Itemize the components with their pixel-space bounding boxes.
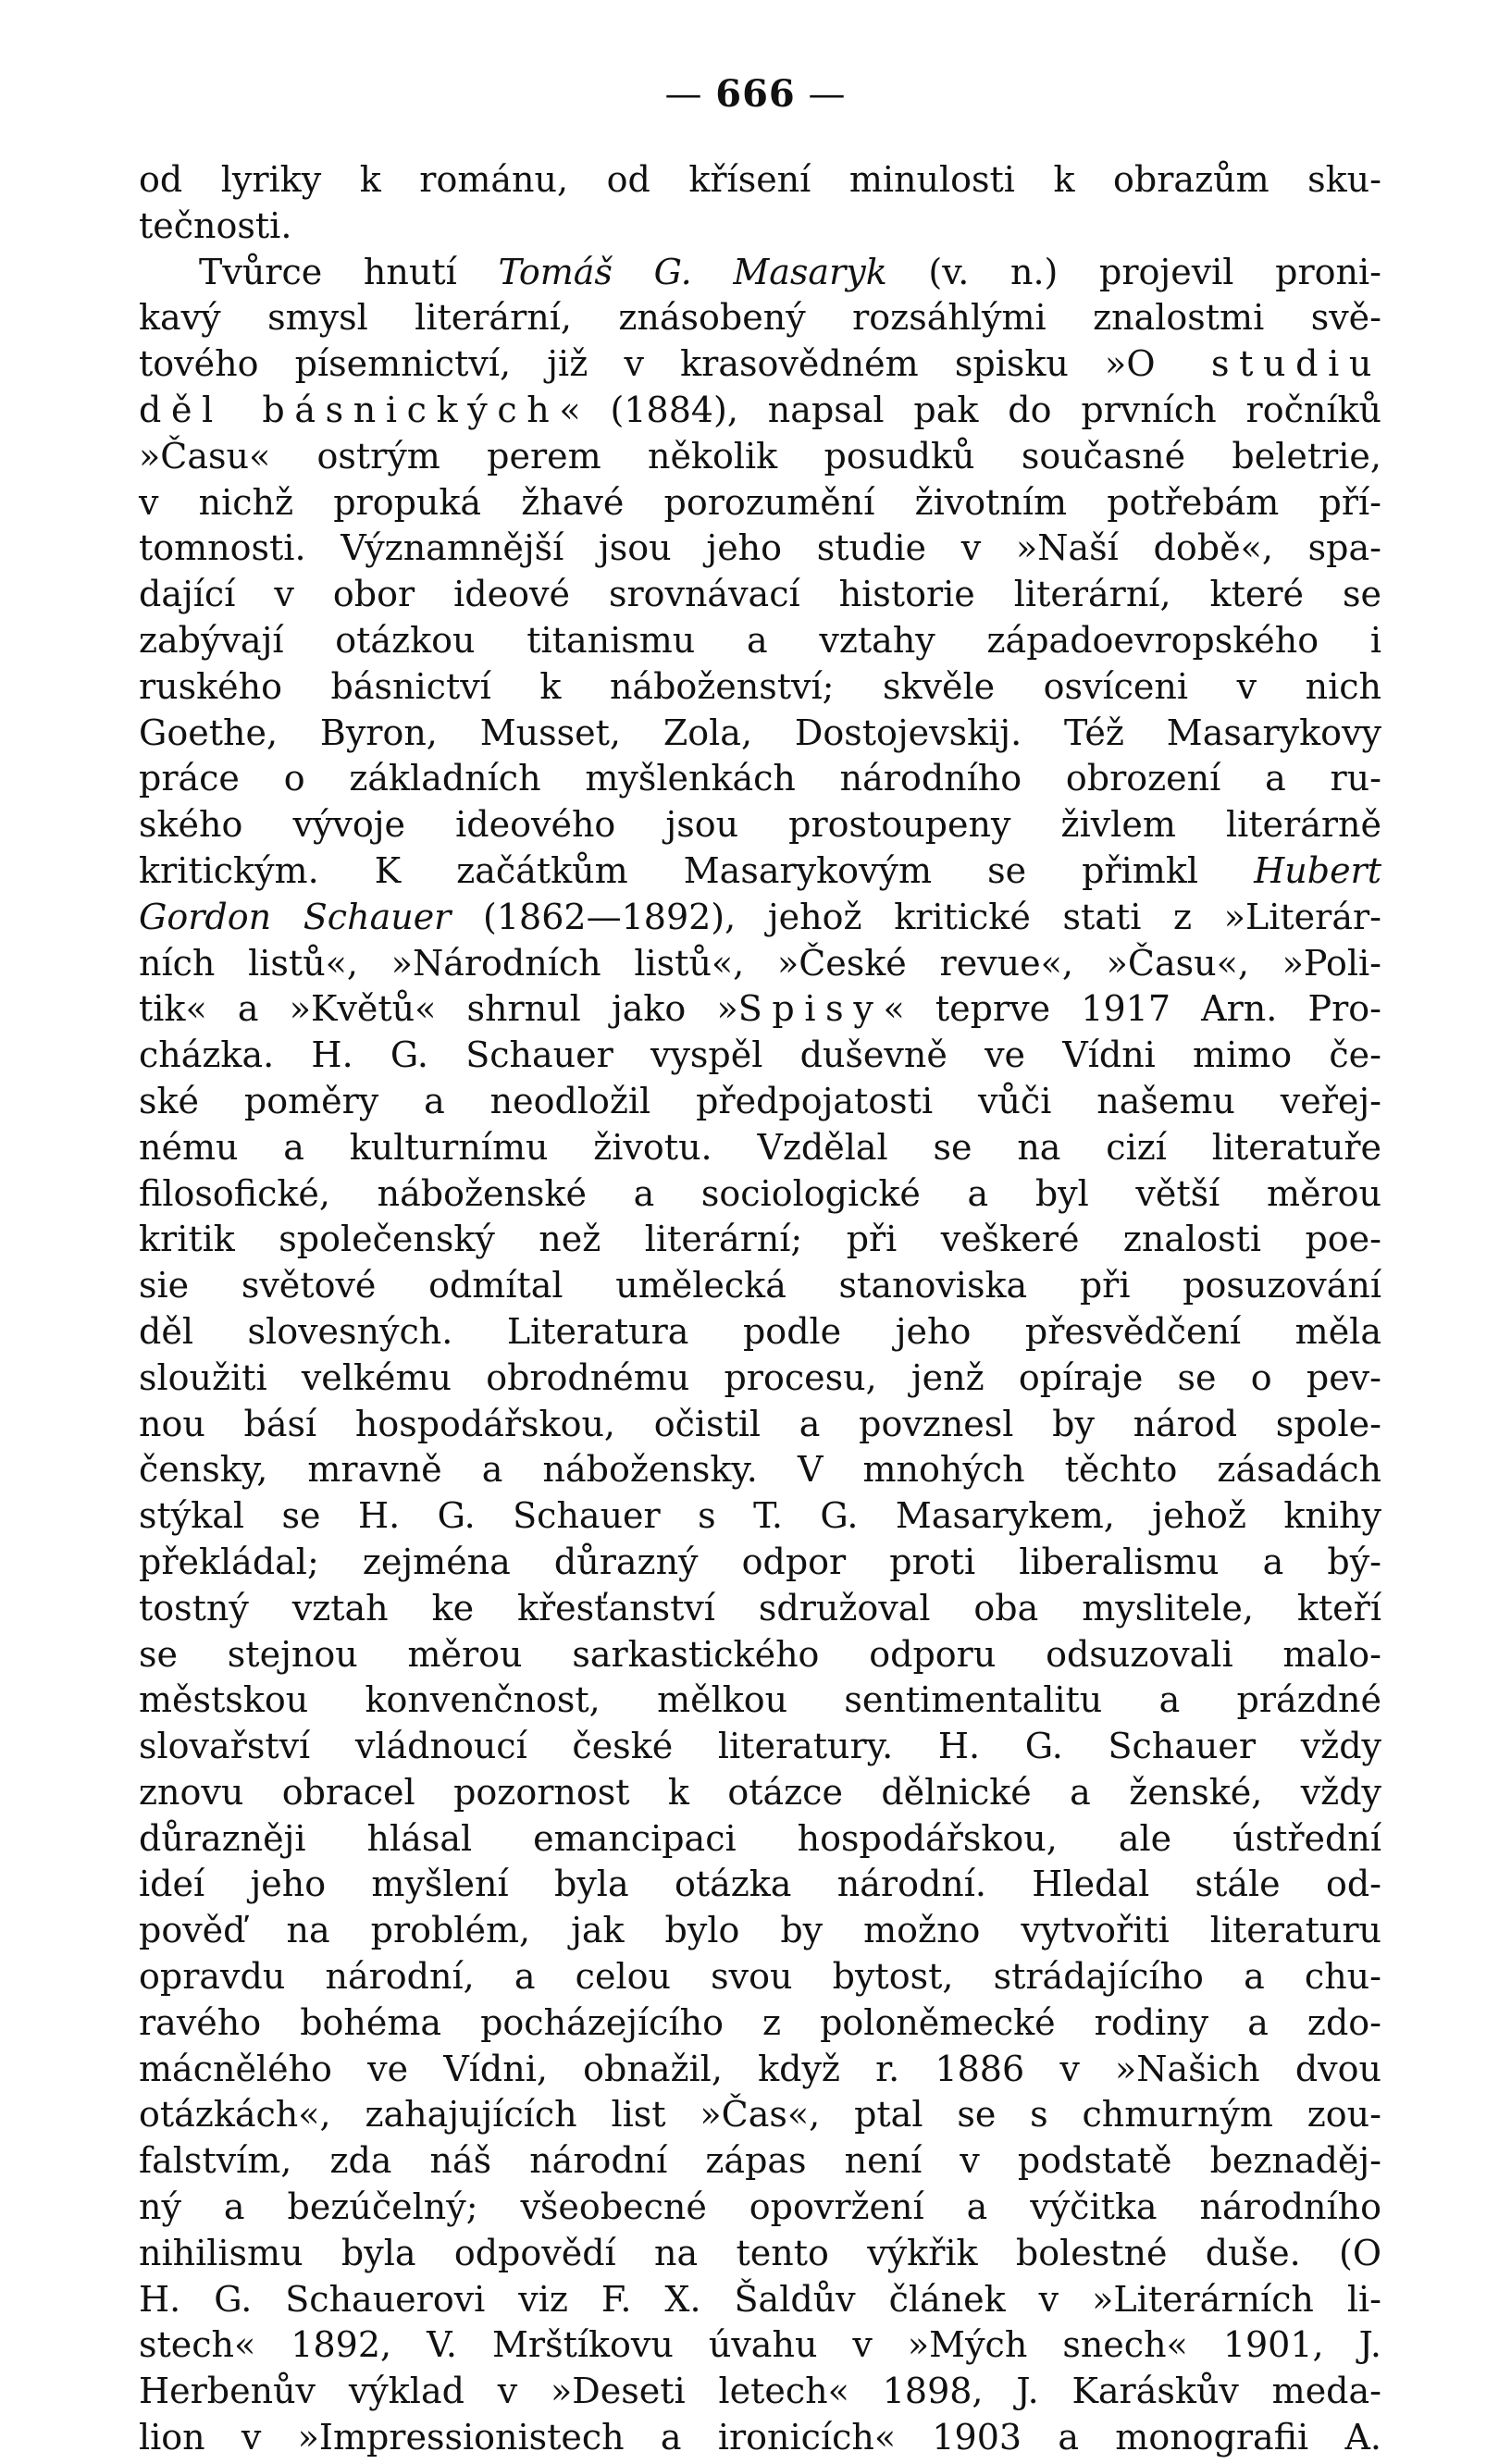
text-segment: (1862—1892), jehož kritické stati z »Literár- bbox=[451, 896, 1382, 937]
text-segment: důrazněji hlásal emancipaci hospodářskou, ale ústřední bbox=[139, 1817, 1381, 1859]
text-line bbox=[139, 572, 1381, 618]
text-line bbox=[139, 711, 1381, 757]
text-line bbox=[139, 1171, 1381, 1218]
text-line bbox=[139, 2369, 1381, 2415]
text-line bbox=[139, 618, 1381, 664]
text-segment: H. G. Schauerovi viz F. X. Šaldův článek v »Literárních li- bbox=[139, 2278, 1381, 2320]
text-segment: děl básnických bbox=[139, 389, 560, 430]
text-line bbox=[139, 434, 1381, 480]
text-segment: Hubert bbox=[1254, 849, 1381, 891]
text-segment: Gordon Schauer bbox=[139, 896, 452, 937]
text-line bbox=[139, 1678, 1381, 1724]
text-line bbox=[139, 895, 1381, 941]
text-line bbox=[139, 480, 1381, 526]
text-segment: »Času« ostrým perem několik posudků současné beletrie, bbox=[139, 435, 1381, 477]
text-segment: ideí jeho myšlení byla otázka národní. Hledal stále od- bbox=[139, 1863, 1381, 1905]
text-line bbox=[139, 1125, 1381, 1171]
text-segment: ravého bohéma pocházejícího z poloněmecké rodiny a zdo- bbox=[139, 2001, 1381, 2043]
text-segment: stech« 1892, V. Mrštíkovu úvahu v »Mých snech« 1901, J. bbox=[139, 2324, 1381, 2366]
text-segment: tomnosti. Významnější jsou jeho studie v »Naší době«, spa- bbox=[139, 527, 1381, 569]
page-number-value: 666 bbox=[715, 72, 796, 116]
text-segment: ruského básnictví k náboženství; skvěle osvíceni v nich bbox=[139, 665, 1381, 707]
text-line bbox=[139, 1217, 1381, 1263]
text-segment: slovařství vládnoucí české literatury. H. G. Schauer vždy bbox=[139, 1726, 1381, 1767]
text-segment: tečnosti. bbox=[139, 204, 292, 246]
text-segment: filosofické, náboženské a sociologické a byl větší měrou bbox=[139, 1172, 1381, 1214]
text-segment: se stejnou měrou sarkastického odporu odsuzovali malo- bbox=[139, 1633, 1381, 1675]
text-segment: znovu obracel pozornost k otázce dělnické a ženské, vždy bbox=[139, 1771, 1381, 1813]
text-segment: kavý smysl literární, znásobený rozsáhlými znalostmi svě- bbox=[139, 297, 1381, 339]
text-segment: kritik společenský než literární; při veškeré znalosti poe- bbox=[139, 1219, 1381, 1260]
text-segment: « (1884), napsal pak do prvních ročníků bbox=[559, 389, 1381, 430]
page-number-dash-right: — bbox=[795, 73, 847, 116]
text-line bbox=[139, 157, 1381, 204]
text-segment: pověď na problém, jak bylo by možno vytvořiti literaturu bbox=[139, 1910, 1381, 1951]
text-line bbox=[139, 1309, 1381, 1356]
text-segment: nému a kulturnímu životu. Vzdělal se na cizí literatuře bbox=[139, 1126, 1381, 1168]
body-text bbox=[139, 157, 1381, 2461]
text-segment: Tomáš G. Masaryk bbox=[498, 251, 887, 292]
text-segment: tového písemnictví, již v krasovědném spisku » bbox=[139, 343, 1127, 385]
text-line bbox=[139, 664, 1381, 711]
text-segment: od lyriky k románu, od křísení minulosti k obrazům sku- bbox=[139, 159, 1381, 200]
text-line bbox=[139, 2047, 1381, 2093]
text-segment: tostný vztah ke křesťanství sdružoval oba myslitele, kteří bbox=[139, 1587, 1381, 1628]
text-line bbox=[139, 2231, 1381, 2277]
text-segment: čensky, mravně a nábožensky. V mnohých těchto zásadách bbox=[139, 1449, 1381, 1491]
text-line bbox=[139, 2415, 1381, 2461]
text-segment: dající v obor ideové srovnávací historie literární, které se bbox=[139, 574, 1381, 615]
text-segment: nihilismu byla odpovědí na tento výkřik bolestné duše. (O bbox=[139, 2232, 1381, 2273]
text-line bbox=[139, 2322, 1381, 2369]
text-segment: městskou konvenčnost, mělkou sentimentalitu a prázdné bbox=[139, 1679, 1381, 1721]
text-segment: překládal; zejména důrazný odpor proti liberalismu a bý- bbox=[139, 1541, 1381, 1582]
text-line bbox=[139, 1263, 1381, 1309]
text-line bbox=[139, 204, 1381, 250]
page-number bbox=[0, 72, 1511, 116]
text-line bbox=[139, 1632, 1381, 1678]
text-segment: stýkal se H. G. Schauer s T. G. Masarykem, jehož knihy bbox=[139, 1495, 1381, 1537]
text-segment: v nichž propuká žhavé porozumění životním potřebám pří- bbox=[139, 481, 1381, 523]
text-line bbox=[139, 1540, 1381, 1586]
text-segment: O studiu bbox=[1126, 343, 1382, 385]
text-line bbox=[139, 1447, 1381, 1493]
text-segment: Goethe, Byron, Musset, Zola, Dostojevskij. Též Masarykovy bbox=[139, 712, 1381, 753]
text-segment: otázkách«, zahajujících list »Čas«, ptal se s chmurným zou- bbox=[139, 2094, 1381, 2136]
text-line bbox=[139, 1908, 1381, 1954]
text-segment: Tvůrce hnutí bbox=[199, 251, 499, 292]
text-line bbox=[139, 1033, 1381, 1079]
text-segment: Herbenův výklad v »Deseti letech« 1898, J. Karáskův meda- bbox=[139, 2371, 1381, 2412]
text-segment: ské poměry a neodložil předpojatosti vůči našemu veřej- bbox=[139, 1080, 1381, 1121]
text-segment: (v. n.) projevil proni- bbox=[886, 251, 1381, 292]
text-segment: sie světové odmítal umělecká stanoviska při posuzování bbox=[139, 1265, 1381, 1306]
text-segment: opravdu národní, a celou svou bytost, strádajícího a chu- bbox=[139, 1956, 1381, 1998]
text-segment: Spisy bbox=[737, 988, 884, 1030]
page-number-dash-left: — bbox=[664, 73, 716, 116]
text-line bbox=[139, 341, 1381, 388]
text-line bbox=[139, 1724, 1381, 1770]
text-line bbox=[139, 1402, 1381, 1448]
text-line bbox=[139, 1770, 1381, 1816]
text-line bbox=[139, 526, 1381, 572]
text-segment: děl slovesných. Literatura podle jeho přesvědčení měla bbox=[139, 1310, 1381, 1352]
text-line bbox=[139, 2277, 1381, 2323]
text-line bbox=[139, 2000, 1381, 2047]
text-segment: ského vývoje ideového jsou prostoupeny živlem literárně bbox=[139, 804, 1381, 846]
text-segment: zabývají otázkou titanismu a vztahy západoevropského i bbox=[139, 619, 1381, 661]
text-line bbox=[139, 1862, 1381, 1908]
text-line bbox=[139, 1493, 1381, 1540]
text-line bbox=[139, 802, 1381, 848]
text-line bbox=[139, 295, 1381, 341]
text-line bbox=[139, 1079, 1381, 1125]
text-segment: ních listů«, »Národních listů«, »České revue«, »Času«, »Poli- bbox=[139, 942, 1381, 984]
text-segment: mácnělého ve Vídni, obnažil, když r. 1886 v »Našich dvou bbox=[139, 2048, 1381, 2089]
text-segment: falstvím, zda náš národní zápas není v podstatě beznaděj- bbox=[139, 2140, 1381, 2182]
text-segment: práce o základních myšlenkách národního obrození a ru- bbox=[139, 758, 1381, 799]
text-line bbox=[139, 1954, 1381, 2000]
text-line bbox=[139, 2092, 1381, 2138]
text-line bbox=[139, 1586, 1381, 1632]
text-line bbox=[139, 2185, 1381, 2231]
text-segment: cházka. H. G. Schauer vyspěl duševně ve Vídni mimo če- bbox=[139, 1034, 1381, 1076]
text-line bbox=[139, 941, 1381, 987]
text-line bbox=[139, 1356, 1381, 1402]
text-segment: kritickým. K začátkům Masarykovým se přimkl bbox=[139, 849, 1255, 891]
text-line bbox=[139, 388, 1381, 434]
text-segment: « teprve 1917 Arn. Pro- bbox=[883, 988, 1381, 1030]
text-line bbox=[139, 1816, 1381, 1863]
text-segment: nou básí hospodářskou, očistil a povznesl by národ spole- bbox=[139, 1403, 1381, 1444]
text-line bbox=[139, 250, 1381, 296]
text-segment: tik« a »Květů« shrnul jako » bbox=[139, 988, 738, 1030]
text-line bbox=[139, 2138, 1381, 2185]
text-segment: ný a bezúčelný; všeobecné opovržení a výčitka národního bbox=[139, 2186, 1381, 2228]
text-line bbox=[139, 986, 1381, 1033]
text-line bbox=[139, 848, 1381, 895]
text-line bbox=[139, 756, 1381, 802]
text-segment: sloužiti velkému obrodnému procesu, jenž opíraje se o pev- bbox=[139, 1356, 1381, 1398]
text-segment: lion v »Impressionistech a ironicích« 1903 a monografii A. bbox=[139, 2417, 1381, 2458]
